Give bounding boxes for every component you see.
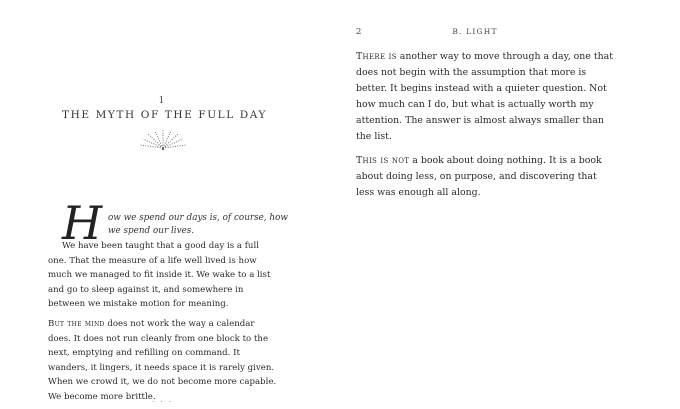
paragraph-text: a book about doing nothing. It is a book about doing less, on purpose, and discovering that less was enough all along. (356, 155, 602, 198)
page-number: 2 (356, 27, 362, 37)
paragraph-text: does not work the way a calendar does. It does not run cleanly from one block to the next, emptying and refilling on command. It wanders, it lingers, it needs space it is rarely given. When we crowd it, we do not become more capable. We become more brittle. (48, 319, 277, 402)
paragraph (356, 153, 616, 201)
small-caps-lead: But the mind (48, 319, 105, 329)
paragraph-text: another way to move through a day, one that does not begin with the assumption that more is better. It begins instead with a quieter question. Not how much can I do, but what is actually worth my attention. The answer is almost always smaller than the list. (356, 51, 614, 142)
paragraph (48, 317, 280, 404)
right-page[interactable] (340, 0, 680, 409)
epigraph: ow we spend our days is, of course, how we spend our lives. (108, 213, 288, 236)
paragraph: We have been taught that a good day is a full one. That the measure of a life well lived is how much we managed to fit inside it. We wake to a list and go to sleep against it, and somewhere in between we mistake motion for meaning. (48, 241, 271, 309)
paragraph (356, 49, 616, 145)
chapter-title: THE MYTH OF THE FULL DAY (62, 109, 268, 121)
small-caps-lead: There is (356, 51, 397, 62)
small-caps-lead: This is not (356, 155, 410, 166)
chapter-number: 1 (158, 96, 166, 106)
sunburst-ornament-icon (135, 124, 191, 154)
page-bottom-ornament: · · · (152, 398, 174, 406)
drop-cap: H (62, 196, 103, 250)
running-head: B. LIGHT (452, 27, 498, 36)
